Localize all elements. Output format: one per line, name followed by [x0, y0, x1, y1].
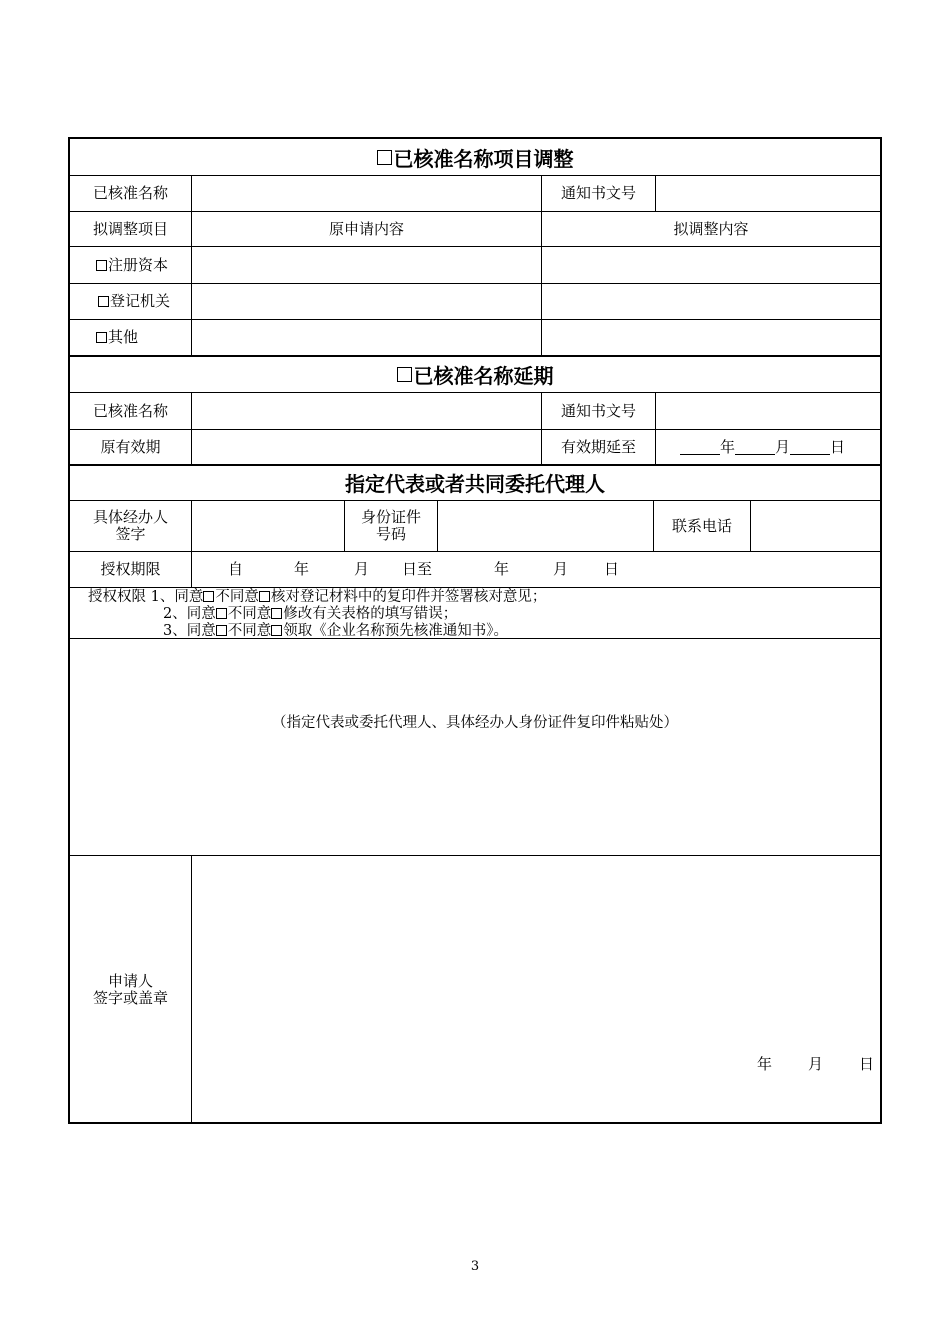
adjust-item-label: 拟调整项目: [92, 219, 168, 238]
notice-number-field[interactable]: [656, 176, 880, 211]
id-copy-paste-area[interactable]: [70, 639, 880, 855]
applicant-signature-field[interactable]: [192, 856, 880, 1124]
option-registered-capital[interactable]: 注册资本: [70, 247, 191, 283]
phone-field[interactable]: [751, 501, 880, 551]
checkbox-icon[interactable]: [271, 608, 282, 619]
section-title-name-extension: 已核准名称延期: [70, 356, 880, 392]
section-title-name-adjustment: 已核准名称项目调整: [70, 139, 880, 175]
section-title-representative: 指定代表或者共同委托代理人: [345, 472, 605, 496]
checkbox-icon[interactable]: [96, 260, 107, 271]
application-form: [68, 137, 882, 1124]
option-registration-authority[interactable]: 登记机关: [70, 284, 191, 319]
checkbox-icon[interactable]: [98, 296, 109, 307]
original-content-label: 原申请内容: [328, 219, 404, 238]
checkbox-icon[interactable]: [377, 150, 392, 165]
auth-to-year: 年: [494, 560, 510, 578]
checkbox-icon[interactable]: [271, 625, 282, 636]
extended-to-label: 有效期延至: [560, 437, 636, 456]
auth-period-label: 授权期限: [100, 560, 161, 578]
signature-month: 月: [808, 1055, 824, 1073]
auth-period-field[interactable]: 自 年 月 日至 年 月 日: [228, 560, 620, 578]
auth-scope-label: 授权权限: [88, 589, 146, 605]
extension-date[interactable]: 年 月 日: [656, 430, 880, 464]
phone-label: 联系电话: [671, 516, 732, 535]
notice-number-label: 通知书文号: [560, 184, 636, 202]
auth-scope: 授权权限 1、同意 不同意 核对登记材料中的复印件并签署核对意见； 2、同意 不同意 修改有关表格的填写错误； 3、同意 不同意 领取《企业名称预先核准通知书》。: [88, 589, 547, 639]
applicant-signature-label: 申请人 签字或盖章: [92, 972, 168, 1007]
checkbox-icon[interactable]: [259, 591, 270, 602]
id-copy-note: （指定代表或委托代理人、具体经办人身份证件复印件粘贴处）: [272, 715, 678, 731]
handler-signature-field[interactable]: [192, 501, 344, 551]
original-validity-label: 原有效期: [100, 437, 161, 456]
id-number-label: 身份证件 号码: [360, 508, 421, 543]
checkbox-icon[interactable]: [203, 591, 214, 602]
approved-name-label-2: 已核准名称: [92, 401, 168, 420]
handler-signature-label: 具体经办人 签字: [92, 508, 168, 543]
approved-name-field[interactable]: [192, 176, 541, 211]
adjusted-content-label: 拟调整内容: [673, 219, 749, 238]
checkbox-icon[interactable]: [397, 367, 412, 382]
notice-number-label-2: 通知书文号: [560, 401, 636, 420]
checkbox-icon[interactable]: [216, 608, 227, 619]
option-other[interactable]: 其他: [70, 320, 191, 355]
id-number-field[interactable]: [438, 501, 653, 551]
checkbox-icon[interactable]: [216, 625, 227, 636]
signature-year: 年: [757, 1055, 773, 1073]
approved-name-label: 已核准名称: [92, 184, 168, 202]
page-number: 3: [470, 1259, 480, 1274]
signature-day: 日: [859, 1055, 875, 1073]
checkbox-icon[interactable]: [96, 332, 107, 343]
